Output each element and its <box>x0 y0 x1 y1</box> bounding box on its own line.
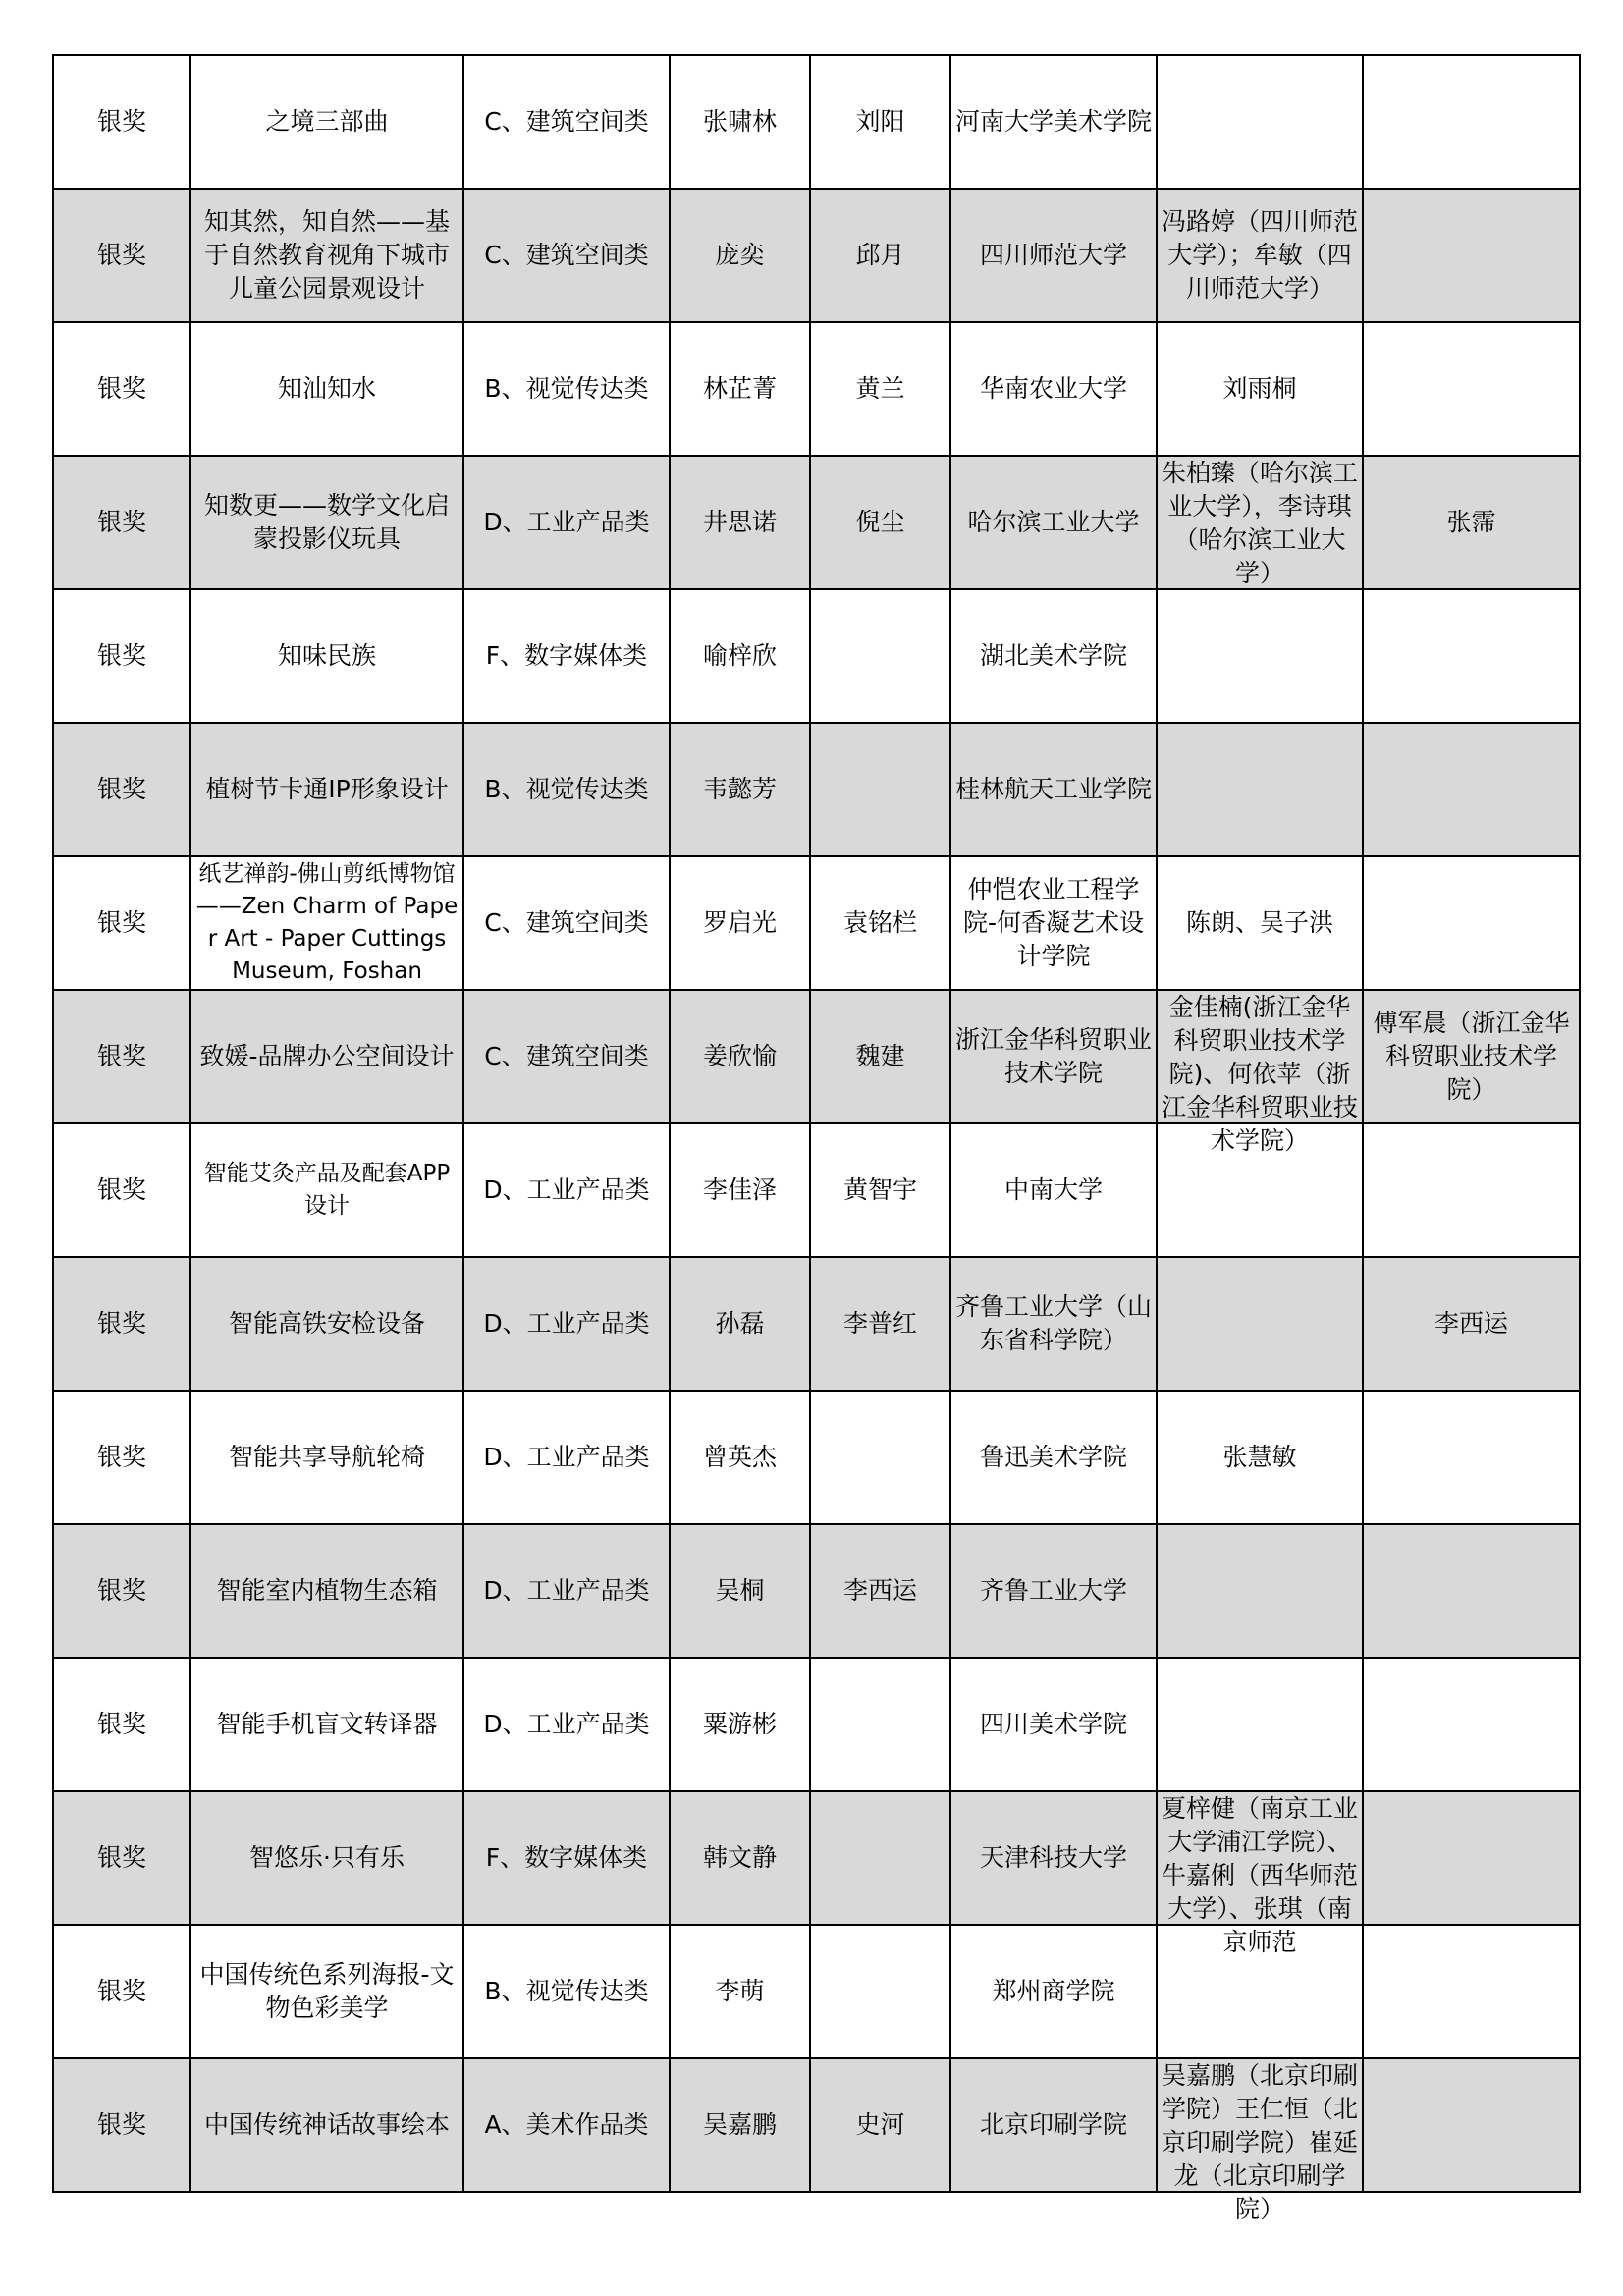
title-cell-text: 智能手机盲文转译器 <box>216 1710 438 1738</box>
member-cell-text: 史河 <box>855 2110 905 2139</box>
author-cell <box>670 856 810 990</box>
award-cell-text: 银奖 <box>96 1843 146 1872</box>
member-cell <box>810 856 950 990</box>
table-row <box>53 1391 1580 1524</box>
advisor-cell <box>1157 1791 1363 1956</box>
title-cell-text: 智能艾灸产品及配套APP设计 <box>203 1161 451 1219</box>
author-cell-text: 林芷菁 <box>702 374 777 403</box>
author-cell <box>670 990 810 1123</box>
advisor-cell <box>1157 723 1363 856</box>
table-row <box>53 1925 1580 2058</box>
school-cell-text: 河南大学美术学院 <box>955 107 1153 136</box>
second-advisor-cell <box>1363 856 1580 990</box>
member-cell <box>810 990 950 1123</box>
school-cell-text: 郑州商学院 <box>992 1977 1115 2005</box>
school-cell-text: 鲁迅美术学院 <box>979 1443 1127 1471</box>
advisor-cell <box>1157 189 1363 322</box>
award-cell-text: 银奖 <box>96 1443 146 1471</box>
second-advisor-cell-text: 李西运 <box>1434 1309 1508 1338</box>
award-cell <box>53 1925 190 2058</box>
award-cell-text: 银奖 <box>96 775 146 803</box>
title-cell <box>190 1791 463 1925</box>
second-advisor-cell <box>1363 1391 1580 1524</box>
title-cell-text: 智能室内植物生态箱 <box>216 1576 438 1605</box>
advisor-cell-text: 夏梓健（南京工业大学浦江学院）、牛嘉俐（西华师范大学）、张琪（南京师范 <box>1162 1794 1359 1956</box>
author-cell-text: 张啸林 <box>702 107 777 136</box>
school-cell-text: 四川师范大学 <box>979 241 1127 269</box>
title-cell <box>190 589 463 723</box>
table-row <box>53 1257 1580 1391</box>
member-cell-text: 袁铭栏 <box>842 908 917 937</box>
advisor-cell <box>1157 990 1363 1155</box>
author-cell-text: 韦懿芳 <box>702 775 777 803</box>
table-row <box>53 589 1580 723</box>
title-cell-text: 知味民族 <box>277 641 376 670</box>
author-cell <box>670 1658 810 1791</box>
table-row <box>53 990 1580 1123</box>
award-cell <box>53 322 190 456</box>
second-advisor-cell <box>1363 1257 1580 1391</box>
author-cell <box>670 1791 810 1925</box>
second-advisor-cell <box>1363 990 1580 1123</box>
category-cell <box>463 322 670 456</box>
school-cell <box>950 1257 1157 1391</box>
member-cell <box>810 189 950 322</box>
award-cell-text: 银奖 <box>96 107 146 136</box>
title-cell <box>190 322 463 456</box>
title-cell-text: 植树节卡通IP形象设计 <box>205 775 449 803</box>
award-cell-text: 银奖 <box>96 908 146 937</box>
advisor-cell <box>1157 1257 1363 1391</box>
title-cell <box>190 2058 463 2192</box>
table-row <box>53 1658 1580 1791</box>
title-cell <box>190 456 463 589</box>
author-cell-text: 吴桐 <box>715 1576 765 1605</box>
category-cell <box>463 990 670 1123</box>
author-cell-text: 罗启光 <box>702 908 777 937</box>
author-cell <box>670 1925 810 2058</box>
advisor-cell <box>1157 55 1363 189</box>
member-cell <box>810 1658 950 1791</box>
title-cell <box>190 1123 463 1257</box>
table-row <box>53 2058 1580 2192</box>
author-cell <box>670 1123 810 1257</box>
school-cell-text: 齐鲁工业大学（山东省科学院） <box>955 1292 1153 1354</box>
member-cell <box>810 1257 950 1391</box>
table-row <box>53 55 1580 189</box>
author-cell <box>670 1524 810 1658</box>
school-cell <box>950 55 1157 189</box>
category-cell-text: F、数字媒体类 <box>485 641 648 670</box>
award-cell <box>53 723 190 856</box>
category-cell <box>463 189 670 322</box>
member-cell <box>810 456 950 589</box>
member-cell-text: 邱月 <box>855 241 905 269</box>
advisor-cell-text: 冯路婷（四川师范大学）；牟敏（四川师范大学） <box>1162 207 1359 302</box>
advisor-cell-text: 金佳楠(浙江金华科贸职业技术学院)、何依苹（浙江金华科贸职业技术学院） <box>1162 993 1359 1155</box>
school-cell <box>950 322 1157 456</box>
advisor-cell <box>1157 589 1363 723</box>
member-cell <box>810 589 950 723</box>
school-cell-text: 北京印刷学院 <box>979 2110 1127 2139</box>
award-cell <box>53 1658 190 1791</box>
author-cell <box>670 55 810 189</box>
title-cell <box>190 55 463 189</box>
table-row <box>53 1524 1580 1658</box>
second-advisor-cell <box>1363 322 1580 456</box>
category-cell <box>463 1391 670 1524</box>
member-cell-text: 黄兰 <box>855 374 905 403</box>
author-cell-text: 喻梓欣 <box>702 641 777 670</box>
member-cell-text: 黄智宇 <box>842 1175 917 1204</box>
category-cell <box>463 1123 670 1257</box>
member-cell-text: 倪尘 <box>855 508 905 536</box>
member-cell-text: 刘阳 <box>855 107 905 136</box>
title-cell <box>190 1524 463 1658</box>
title-cell-text: 智悠乐·只有乐 <box>249 1843 405 1872</box>
category-cell-text: C、建筑空间类 <box>484 1042 649 1070</box>
title-cell <box>190 1925 463 2058</box>
school-cell-text: 中南大学 <box>1003 1175 1103 1204</box>
title-cell-text: 中国传统神话故事绘本 <box>203 2110 450 2139</box>
title-cell <box>190 189 463 322</box>
second-advisor-cell <box>1363 1925 1580 2058</box>
second-advisor-cell <box>1363 2058 1580 2192</box>
title-cell-text: 之境三部曲 <box>265 107 389 136</box>
award-cell-text: 银奖 <box>96 2110 146 2139</box>
author-cell <box>670 1391 810 1524</box>
school-cell-text: 浙江金华科贸职业技术学院 <box>955 1025 1153 1087</box>
member-cell <box>810 1524 950 1658</box>
category-cell-text: D、工业产品类 <box>483 1309 650 1338</box>
school-cell <box>950 189 1157 322</box>
category-cell <box>463 1925 670 2058</box>
second-advisor-cell <box>1363 456 1580 589</box>
table-body <box>53 55 1580 2223</box>
category-cell-text: B、视觉传达类 <box>484 775 649 803</box>
category-cell-text: A、美术作品类 <box>484 2110 649 2139</box>
awards-table <box>52 54 1581 2223</box>
advisor-cell <box>1157 856 1363 990</box>
author-cell <box>670 189 810 322</box>
school-cell <box>950 856 1157 990</box>
award-cell <box>53 990 190 1123</box>
title-cell <box>190 1658 463 1791</box>
school-cell <box>950 723 1157 856</box>
title-cell <box>190 856 463 990</box>
title-cell-text: 知汕知水 <box>277 374 376 403</box>
category-cell <box>463 589 670 723</box>
table-row <box>53 856 1580 990</box>
award-cell-text: 银奖 <box>96 1309 146 1338</box>
category-cell <box>463 55 670 189</box>
second-advisor-cell <box>1363 723 1580 856</box>
school-cell <box>950 1391 1157 1524</box>
award-cell-text: 银奖 <box>96 1710 146 1738</box>
member-cell <box>810 1925 950 2058</box>
advisor-cell <box>1157 1524 1363 1658</box>
advisor-cell <box>1157 1391 1363 1524</box>
second-advisor-cell <box>1363 55 1580 189</box>
member-cell <box>810 55 950 189</box>
award-cell <box>53 1123 190 1257</box>
author-cell <box>670 322 810 456</box>
member-cell-text: 魏建 <box>855 1042 905 1070</box>
category-cell <box>463 1524 670 1658</box>
school-cell-text: 桂林航天工业学院 <box>955 775 1153 803</box>
category-cell-text: B、视觉传达类 <box>484 1977 649 2005</box>
table-row <box>53 1123 1580 1257</box>
member-cell-text: 李普红 <box>842 1309 917 1338</box>
author-cell <box>670 2058 810 2192</box>
category-cell <box>463 1791 670 1925</box>
second-advisor-cell <box>1363 189 1580 322</box>
member-cell <box>810 322 950 456</box>
school-cell-text: 仲恺农业工程学院-何香凝艺术设计学院 <box>962 875 1145 970</box>
award-cell <box>53 589 190 723</box>
author-cell-text: 孙磊 <box>715 1309 765 1338</box>
table-row <box>53 189 1580 322</box>
category-cell-text: C、建筑空间类 <box>484 107 649 136</box>
title-cell-text: 知其然，知自然——基于自然教育视角下城市儿童公园景观设计 <box>203 207 450 302</box>
table-row <box>53 456 1580 589</box>
title-cell-text: 智能共享导航轮椅 <box>228 1443 425 1471</box>
title-cell-text: 纸艺禅韵-佛山剪纸博物馆——Zen Charm of Paper Art - Paper Cuttings Museum, Foshan <box>195 861 459 984</box>
author-cell <box>670 589 810 723</box>
award-cell <box>53 1791 190 1925</box>
author-cell-text: 庞奕 <box>715 241 765 269</box>
advisor-cell <box>1157 322 1363 456</box>
table-row <box>53 1791 1580 1925</box>
second-advisor-cell-text: 傅军晨（浙江金华科贸职业技术学院） <box>1373 1009 1570 1104</box>
award-cell <box>53 55 190 189</box>
category-cell <box>463 723 670 856</box>
school-cell <box>950 1791 1157 1925</box>
advisor-cell-text: 吴嘉鹏（北京印刷学院）王仁恒（北京印刷学院）崔延龙（北京印刷学院） <box>1162 2061 1359 2223</box>
award-cell-text: 银奖 <box>96 641 146 670</box>
member-cell <box>810 1391 950 1524</box>
advisor-cell-text: 张慧敏 <box>1222 1443 1297 1471</box>
award-cell <box>53 2058 190 2192</box>
school-cell-text: 华南农业大学 <box>979 374 1127 403</box>
category-cell-text: C、建筑空间类 <box>484 908 649 937</box>
category-cell-text: B、视觉传达类 <box>484 374 649 403</box>
author-cell <box>670 1257 810 1391</box>
school-cell <box>950 1925 1157 2058</box>
author-cell-text: 李萌 <box>715 1977 765 2005</box>
second-advisor-cell <box>1363 1524 1580 1658</box>
category-cell-text: D、工业产品类 <box>483 1175 650 1204</box>
award-cell-text: 银奖 <box>96 374 146 403</box>
award-cell <box>53 856 190 990</box>
award-cell-text: 银奖 <box>96 508 146 536</box>
title-cell <box>190 723 463 856</box>
table-row <box>53 723 1580 856</box>
member-cell <box>810 1791 950 1925</box>
school-cell-text: 哈尔滨工业大学 <box>967 508 1140 536</box>
school-cell <box>950 1524 1157 1658</box>
author-cell-text: 姜欣愉 <box>702 1042 777 1070</box>
second-advisor-cell-text: 张霈 <box>1446 508 1496 536</box>
second-advisor-cell <box>1363 589 1580 723</box>
category-cell-text: F、数字媒体类 <box>485 1843 648 1872</box>
category-cell <box>463 1257 670 1391</box>
award-cell-text: 银奖 <box>96 1977 146 2005</box>
advisor-cell <box>1157 2058 1363 2223</box>
category-cell <box>463 456 670 589</box>
award-cell-text: 银奖 <box>96 241 146 269</box>
category-cell-text: D、工业产品类 <box>483 1710 650 1738</box>
member-cell <box>810 1123 950 1257</box>
school-cell-text: 湖北美术学院 <box>979 641 1127 670</box>
title-cell <box>190 1391 463 1524</box>
award-cell <box>53 456 190 589</box>
category-cell-text: D、工业产品类 <box>483 1443 650 1471</box>
advisor-cell-text: 刘雨桐 <box>1222 374 1297 403</box>
school-cell <box>950 456 1157 589</box>
award-cell <box>53 1391 190 1524</box>
author-cell <box>670 723 810 856</box>
award-cell-text: 银奖 <box>96 1576 146 1605</box>
author-cell-text: 李佳泽 <box>702 1175 777 1204</box>
member-cell <box>810 723 950 856</box>
school-cell <box>950 1658 1157 1791</box>
table-row <box>53 322 1580 456</box>
title-cell <box>190 990 463 1123</box>
second-advisor-cell <box>1363 1658 1580 1791</box>
award-cell <box>53 1257 190 1391</box>
school-cell <box>950 2058 1157 2192</box>
school-cell <box>950 990 1157 1123</box>
second-advisor-cell <box>1363 1791 1580 1925</box>
category-cell <box>463 1658 670 1791</box>
school-cell <box>950 589 1157 723</box>
advisor-cell <box>1157 456 1363 589</box>
category-cell-text: D、工业产品类 <box>483 1576 650 1605</box>
title-cell-text: 智能高铁安检设备 <box>228 1309 425 1338</box>
advisor-cell <box>1157 1658 1363 1791</box>
author-cell-text: 韩文静 <box>702 1843 777 1872</box>
award-cell <box>53 1524 190 1658</box>
member-cell <box>810 2058 950 2192</box>
author-cell-text: 曾英杰 <box>702 1443 777 1471</box>
title-cell-text: 致媛-品牌办公空间设计 <box>199 1042 455 1070</box>
category-cell <box>463 856 670 990</box>
member-cell-text: 李西运 <box>842 1576 917 1605</box>
title-cell-text: 中国传统色系列海报-文物色彩美学 <box>199 1960 455 2022</box>
author-cell <box>670 456 810 589</box>
second-advisor-cell <box>1363 1123 1580 1257</box>
award-cell <box>53 189 190 322</box>
award-cell-text: 银奖 <box>96 1175 146 1204</box>
award-cell-text: 银奖 <box>96 1042 146 1070</box>
author-cell-text: 粟游彬 <box>702 1710 777 1738</box>
school-cell-text: 四川美术学院 <box>979 1710 1127 1738</box>
category-cell-text: C、建筑空间类 <box>484 241 649 269</box>
author-cell-text: 吴嘉鹏 <box>702 2110 777 2139</box>
category-cell-text: D、工业产品类 <box>483 508 650 536</box>
school-cell-text: 齐鲁工业大学 <box>979 1576 1127 1605</box>
author-cell-text: 井思诺 <box>702 508 777 536</box>
title-cell-text: 知数更——数学文化启蒙投影仪玩具 <box>203 491 450 553</box>
school-cell <box>950 1123 1157 1257</box>
category-cell <box>463 2058 670 2192</box>
advisor-cell-text: 陈朗、吴子洪 <box>1185 908 1333 937</box>
school-cell-text: 天津科技大学 <box>979 1843 1127 1872</box>
title-cell <box>190 1257 463 1391</box>
advisor-cell-text: 朱柏臻（哈尔滨工业大学），李诗琪（哈尔滨工业大学） <box>1162 459 1359 587</box>
